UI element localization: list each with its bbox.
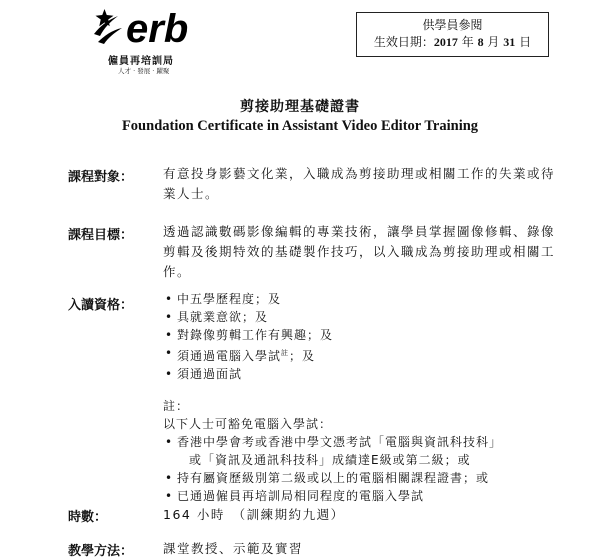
entry-section	[163, 290, 558, 505]
list-item-continuation	[163, 451, 558, 469]
logo-tagline: 人才 · 發展 · 躍聚	[118, 67, 170, 75]
effective-month: 8	[477, 35, 484, 49]
objective-label: 課程目標：	[68, 228, 134, 243]
erb-logo	[90, 6, 210, 74]
method-label: 教學方法：	[68, 544, 134, 559]
title-cn: 剪接助理基礎證書	[240, 99, 360, 115]
logo-name-cn: 僱員再培訓局	[108, 56, 174, 67]
continuation-text: 或「資訊及通訊科技科」成績達E級或第二級；或	[189, 453, 471, 467]
exemption-list	[163, 433, 558, 505]
reference-note: 供學員參閱	[422, 18, 483, 32]
list-item: • 對錄像剪輯工作有興趣；及	[163, 326, 558, 344]
objective-text: 透過認識數碼影像編輯的專業技術，讓學員掌握圖像修輯、錄像剪輯及後期特效的基礎製作技巧，以入職成為剪接助理或相關工作。	[163, 224, 556, 279]
effective-year: 2017	[433, 35, 458, 49]
reference-box	[356, 12, 549, 57]
entry-label: 入讀資格：	[68, 298, 134, 313]
note-label: 註：	[163, 399, 190, 413]
note-marker: 註	[281, 349, 290, 357]
method-text: 課堂教授、示範及實習	[163, 541, 304, 556]
target-label: 課程對象：	[68, 170, 134, 185]
list-item: • 具就業意欲；及	[163, 308, 558, 326]
list-item: • 須通過面試	[163, 365, 558, 383]
logo-wordmark: erb	[126, 7, 189, 51]
title-en: Foundation Certificate in Assistant Video Editor Training	[121, 118, 479, 134]
duration-text: 164 小時 （訓練期約九週）	[163, 507, 345, 522]
entry-requirements-list	[163, 290, 558, 383]
list-item	[163, 344, 558, 365]
list-item: • 中五學歷程度；及	[163, 290, 558, 308]
year-unit: 年	[461, 35, 474, 49]
list-item: • 持有屬資歷級別第二級或以上的電腦相關課程證書；或	[163, 469, 558, 487]
month-unit: 月	[487, 35, 500, 49]
list-item-text: 須通過電腦入學試	[177, 349, 282, 363]
note-intro: 以下人士可豁免電腦入學試：	[163, 417, 333, 431]
effective-date-label: 生效日期：	[373, 35, 434, 49]
day-unit: 日	[519, 35, 532, 49]
list-item-suffix: ；及	[289, 349, 316, 363]
target-text: 有意投身影藝文化業，入職成為剪接助理或相關工作的失業或待業人士。	[163, 166, 556, 201]
list-item: • 香港中學會考或香港中學文憑考試「電腦與資訊科技科」	[163, 433, 558, 451]
effective-day: 31	[503, 35, 516, 49]
list-item: • 已通過僱員再培訓局相同程度的電腦入學試	[163, 487, 558, 505]
erb-logo-mark	[90, 6, 210, 52]
duration-label: 時數：	[68, 510, 108, 525]
effective-date	[357, 34, 548, 51]
